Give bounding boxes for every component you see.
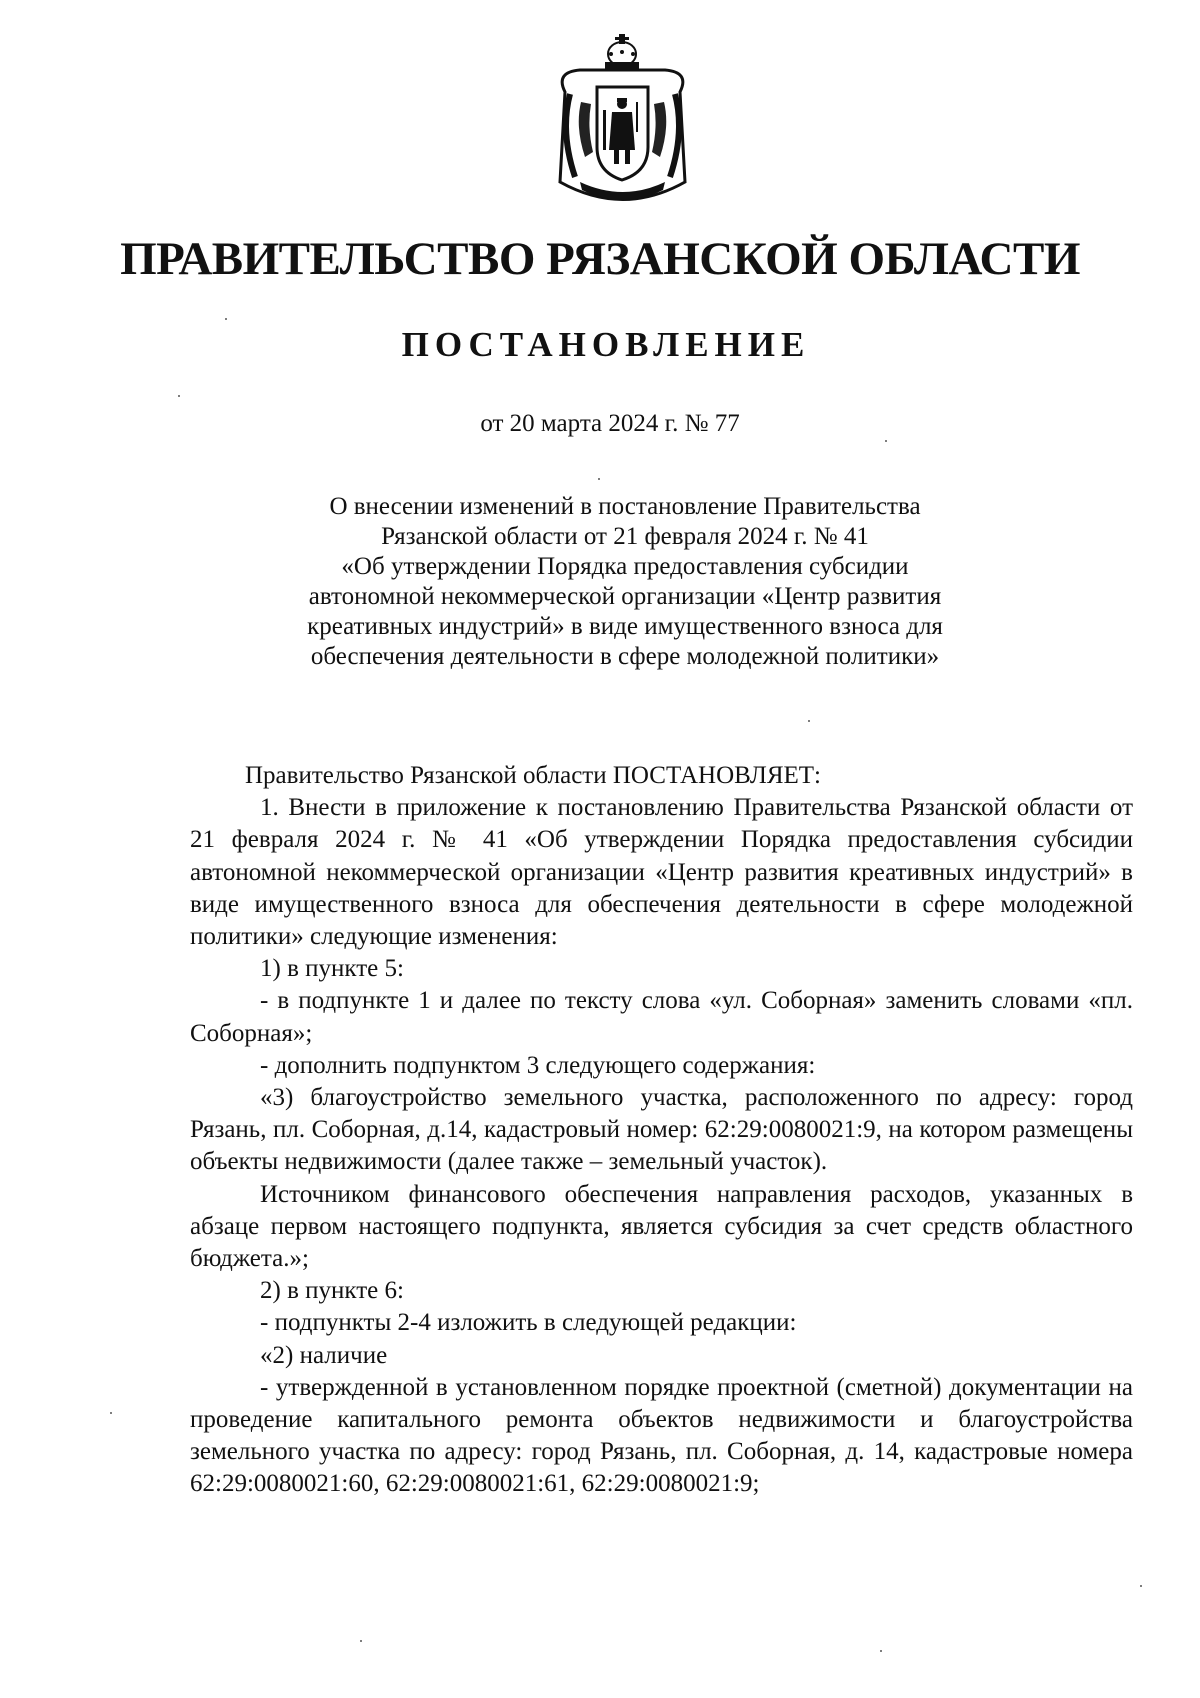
body-paragraph: - в подпункте 1 и далее по тексту слова «ул. Соборная» заменить словами «пл. Соборная»; [190, 987, 1133, 1047]
document-type: ПОСТАНОВЛЕНИЕ [401, 325, 811, 364]
scan-speck [178, 395, 180, 397]
body-paragraph: - утвержденной в установленном порядке проектной (сметной) документации на проведение капитального ремонта объектов недвижимости и благоустройства земельного участка по адресу: город Рязань, пл. Соборная, д. 14, кадастровые номера 62:29:0080021:60, 62:29:0080021:61, 62:29:0080021:9; [190, 1373, 1133, 1498]
scan-speck [360, 1640, 362, 1642]
scan-speck [598, 478, 600, 480]
subject-line: О внесении изменений в постановление Правительства [329, 493, 921, 520]
body-paragraph: Источником финансового обеспечения направления расходов, указанных в абзаце первом настоящего подпункта, является субсидия за счет средств областного бюджета.»; [190, 1180, 1133, 1273]
government-title: ПРАВИТЕЛЬСТВО РЯЗАНСКОЙ ОБЛАСТИ [120, 233, 1080, 285]
document-date-number: от 20 марта 2024 г. № 77 [480, 410, 740, 437]
scan-speck [110, 1412, 112, 1414]
scan-speck [808, 720, 810, 722]
coat-of-arms-emblem [545, 32, 700, 207]
subject-line: «Об утверждении Порядка предоставления субсидии [341, 553, 909, 580]
scan-speck [225, 318, 227, 320]
body-paragraph: Правительство Рязанской области ПОСТАНОВЛЯЕТ: [245, 762, 821, 789]
body-paragraph: 1) в пункте 5: [260, 955, 404, 983]
body-paragraph: - подпункты 2-4 изложить в следующей редакции: [260, 1309, 797, 1337]
body-paragraph: 2) в пункте 6: [260, 1277, 404, 1305]
body-paragraph: «2) наличие [260, 1341, 388, 1369]
document-body [190, 760, 1133, 1501]
scan-speck [885, 440, 887, 442]
subject-line: креативных индустрий» в виде имущественного взноса для [307, 613, 943, 640]
scan-speck [1140, 1585, 1142, 1587]
subject-line: автономной некоммерческой организации «Центр развития [308, 583, 942, 610]
body-paragraph: «3) благоустройство земельного участка, расположенного по адресу: город Рязань, пл. Соборная, д.14, кадастровый номер: 62:29:0080021:9, на котором размещены объекты недвижимости (далее также – земельный участок). [190, 1084, 1133, 1176]
subject-line: обеспечения деятельности в сфере молодежной политики» [310, 643, 940, 670]
document-subject [250, 492, 1000, 672]
subject-line: Рязанской области от 21 февраля 2024 г. № 41 [381, 523, 869, 550]
body-paragraph: - дополнить подпунктом 3 следующего содержания: [260, 1051, 816, 1079]
body-paragraph: 1. Внести в приложение к постановлению Правительства Рязанской области от 21 февраля 2024 г. № 41 «Об утверждении Порядка предоставления субсидии автономной некоммерческой организации «Центр развития креативных индустрий» в виде имущественного взноса для обеспечения деятельности в сфере молодежной политики» следующие изменения: [190, 794, 1133, 951]
scan-speck [880, 1650, 882, 1652]
